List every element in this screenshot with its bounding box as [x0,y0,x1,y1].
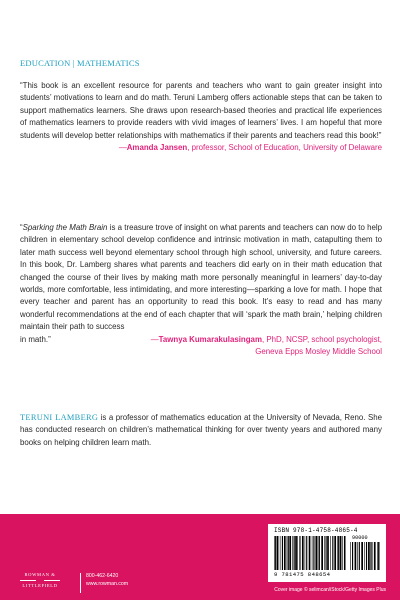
isbn-text: ISBN 978-1-4758-4865-4 [274,527,358,534]
quote-2-open-mark: “ [20,223,23,232]
cover-image-credit: Cover image © selimcan/iStock/Getty Images Plus [274,587,386,593]
quote-1-dash: — [118,143,127,153]
price-code: 90000 [352,535,368,541]
category-label: EDUCATION | MATHEMATICS [20,58,140,68]
quote-2-affiliation: , PhD, NCSP, school psychologist, Geneva Epps Mosley Middle School [255,334,382,357]
publisher-website: www.rowman.com [86,580,129,587]
quote-2-book-title: Sparking the Math Brain [22,223,108,232]
author-bio-text: is a professor of mathematics education at the University of Nevada, Reno. She has conducted research on children’s mathematical thinking for over twenty years and authored many books on helping children learn math. [20,413,382,447]
quote-2-final-line [20,334,382,359]
footer-band [0,514,400,600]
quote-1-attribution [20,142,382,154]
quote-2-text: is a treasure trove of insight on what parents and teachers can now do to help children in elementary school develop confidence and intrinsic motivation in math, catapulting them to later math success well beyond elementary school through high school, university, and future careers. In this book, Dr. Lamberg shares what parents and teachers did early on in their math education that changed the course of their lives by making math more personally meaningful in learners’ day-to-day worlds, more comfortable, less intimidating, and more interesting—sparking a love for math. I hope that every teacher and parent has an opportunity to read this book. It’s easy to read and has many wonderful recommendations at the end of each chapter that will ‘spark the math brain,’ helping children maintain their path to success [20,223,382,332]
publisher-phone: 800-462-6420 [86,573,119,579]
barcode-panel [268,524,386,582]
publisher-name-line2: LITTLEFIELD [22,583,58,588]
addon-barcode-icon [350,542,380,570]
quote-2-dash: — [150,334,159,344]
ean-barcode-icon [274,536,346,570]
quote-1-author-name: Amanda Jansen [126,143,188,153]
quote-1-affiliation: , professor, School of Education, University of Delaware [187,143,382,153]
endorsement-quote-2 [20,222,382,358]
author-bio [20,412,382,449]
quote-2-attribution [138,334,382,359]
ean-digits: 9 781475 848654 [274,571,331,578]
endorsement-quote-1 [20,80,382,154]
publisher-name-line1: ROWMAN & [24,572,56,577]
quote-2-author-name: Tawnya Kumarakulasingam [158,334,262,344]
quote-2-body [20,222,382,334]
publisher-rule-icon [18,578,62,583]
publisher-contact [86,573,128,588]
footer-divider [80,573,81,593]
quote-1-text: “This book is an excellent resource for parents and teachers who want to gain greater insight into students’ motivations to learn and do math. Teruni Lamberg offers actionable steps that can be taken to support mathematics learners. She draws upon research-based theories and practical life experiences of mathematics learners to provide readers with vivid images of learners’ lives. I am hopeful that more students will develop better relationships with mathematics if their parents and teachers read this book!” [20,81,382,140]
publisher-logo [18,572,62,594]
quote-2-tail: in math.” [20,334,51,344]
author-name: TERUNI LAMBERG [20,413,99,422]
